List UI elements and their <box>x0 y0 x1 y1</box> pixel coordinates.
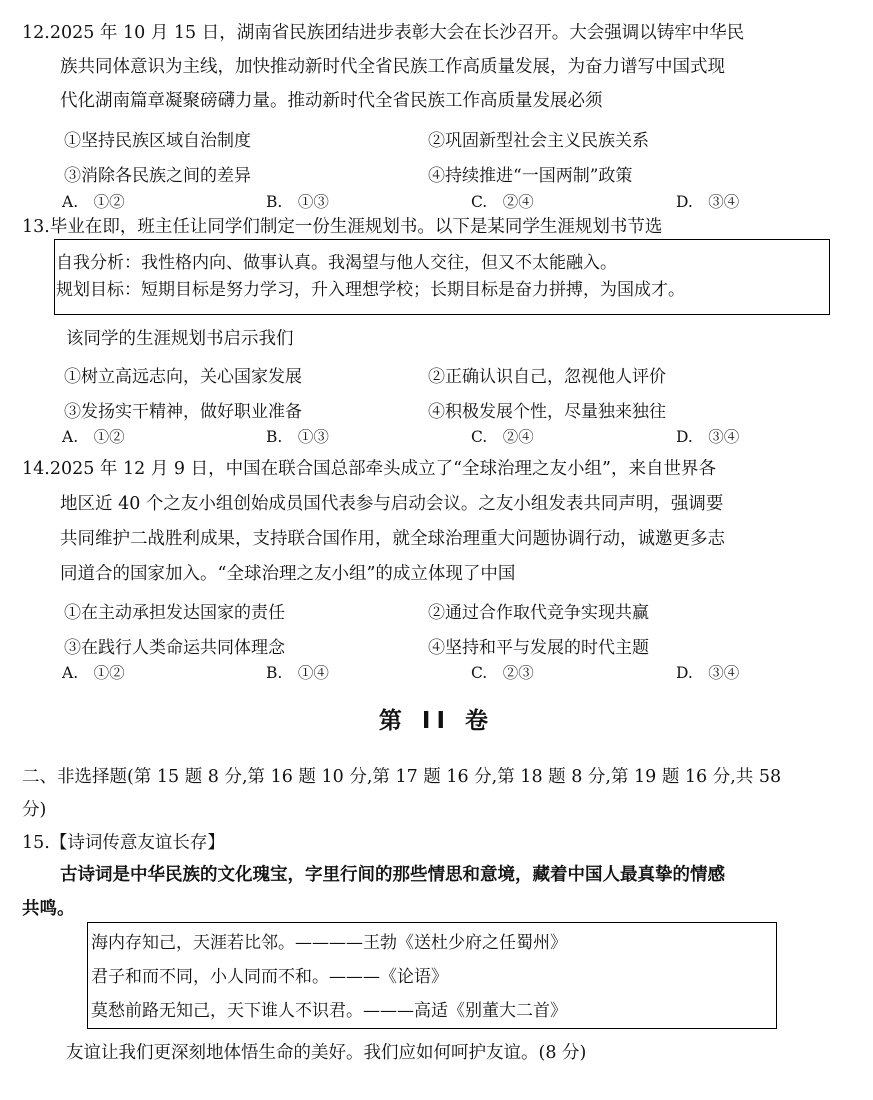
q15-question: 友谊让我们更深刻地体悟生命的美好。我们应如何呵护友谊。(8 分) <box>66 1043 587 1063</box>
q13-choice-b[interactable]: B. ①③ <box>266 428 329 446</box>
q14-option-3: ③在践行人类命运共同体理念 <box>64 638 285 658</box>
q12-choice-a[interactable]: A. ①② <box>62 193 125 211</box>
q14-stem-line-3: 共同维护二战胜利成果，支持联合国作用，就全球治理重大问题协调行动，诚邀更多志 <box>60 529 725 549</box>
q15-poems-box <box>87 922 777 1029</box>
q15-poem-1: 海内存知己，天涯若比邻。————王勃《送杜少府之任蜀州》 <box>91 933 567 953</box>
q12-option-3: ③消除各民族之间的差异 <box>64 166 251 186</box>
q12-stem-line-1: 12.2025 年 10 月 15 日，湖南省民族团结进步表彰大会在长沙召开。大会强调以铸牢中华民 <box>22 23 745 43</box>
q12-stem-line-2: 族共同体意识为主线，加快推动新时代全省民族工作高质量发展，为奋力谱写中国式现 <box>60 57 725 77</box>
q15-heading: 15.【诗词传意友谊长存】 <box>22 833 225 853</box>
q14-option-2: ②通过合作取代竞争实现共赢 <box>428 603 649 623</box>
q13-option-2: ②正确认识自己，忽视他人评价 <box>428 367 666 387</box>
q13-plan-goals: 规划目标：短期目标是努力学习，升入理想学校；长期目标是奋力拼搏，为国成才。 <box>56 280 685 300</box>
q13-excerpt-box <box>54 239 830 315</box>
q12-choice-b[interactable]: B. ①③ <box>266 193 329 211</box>
q15-intro-line-2: 共鸣。 <box>22 899 75 919</box>
q12-option-2: ②巩固新型社会主义民族关系 <box>428 131 649 151</box>
instructions-line-1: 二、非选择题(第 15 题 8 分,第 16 题 10 分,第 17 题 16 分,第 18 题 8 分,第 19 题 16 分,共 58 <box>22 767 782 787</box>
q15-poem-3: 莫愁前路无知己，天下谁人不识君。———高适《别董大二首》 <box>91 1001 567 1021</box>
q12-choice-c[interactable]: C. ②④ <box>471 193 534 211</box>
q15-poem-2: 君子和而不同，小人同而不和。———《论语》 <box>91 967 448 987</box>
q13-option-4: ④积极发展个性，尽量独来独往 <box>428 402 666 422</box>
q12-option-4: ④持续推进“一国两制”政策 <box>428 166 633 186</box>
section-title: 第 II 卷 <box>378 708 495 734</box>
q15-intro-line-1: 古诗词是中华民族的文化瑰宝，字里行间的那些情思和意境，藏着中国人最真挚的情感 <box>60 865 725 885</box>
q14-stem-line-2: 地区近 40 个之友小组创始成员国代表参与启动会议。之友小组发表共同声明，强调要 <box>60 494 724 514</box>
q13-choice-d[interactable]: D. ③④ <box>676 428 740 446</box>
q14-choice-a[interactable]: A. ①② <box>62 664 125 682</box>
q13-choice-a[interactable]: A. ①② <box>62 428 125 446</box>
q13-prompt: 该同学的生涯规划书启示我们 <box>66 329 294 349</box>
q14-option-4: ④坚持和平与发展的时代主题 <box>428 638 649 658</box>
q13-option-1: ①树立高远志向，关心国家发展 <box>64 367 302 387</box>
q14-choice-c[interactable]: C. ②③ <box>471 664 534 682</box>
q12-option-1: ①坚持民族区域自治制度 <box>64 131 251 151</box>
instructions-line-2: 分) <box>22 800 47 820</box>
q13-stem: 13.毕业在即，班主任让同学们制定一份生涯规划书。以下是某同学生涯规划书节选 <box>22 217 663 237</box>
q12-choice-d[interactable]: D. ③④ <box>676 193 740 211</box>
q12-stem-line-3: 代化湖南篇章凝聚磅礴力量。推动新时代全省民族工作高质量发展必须 <box>60 91 603 111</box>
q14-stem-line-4: 同道合的国家加入。“全球治理之友小组”的成立体现了中国 <box>60 564 516 584</box>
q13-choice-c[interactable]: C. ②④ <box>471 428 534 446</box>
q14-choice-b[interactable]: B. ①④ <box>266 664 329 682</box>
q14-stem-line-1: 14.2025 年 12 月 9 日，中国在联合国总部牵头成立了“全球治理之友小组”，来自世界各 <box>22 459 716 479</box>
q14-option-1: ①在主动承担发达国家的责任 <box>64 603 285 623</box>
q13-option-3: ③发扬实干精神，做好职业准备 <box>64 402 302 422</box>
q14-choice-d[interactable]: D. ③④ <box>676 664 740 682</box>
q13-self-analysis: 自我分析：我性格内向、做事认真。我渴望与他人交往，但又不太能融入。 <box>56 253 617 273</box>
